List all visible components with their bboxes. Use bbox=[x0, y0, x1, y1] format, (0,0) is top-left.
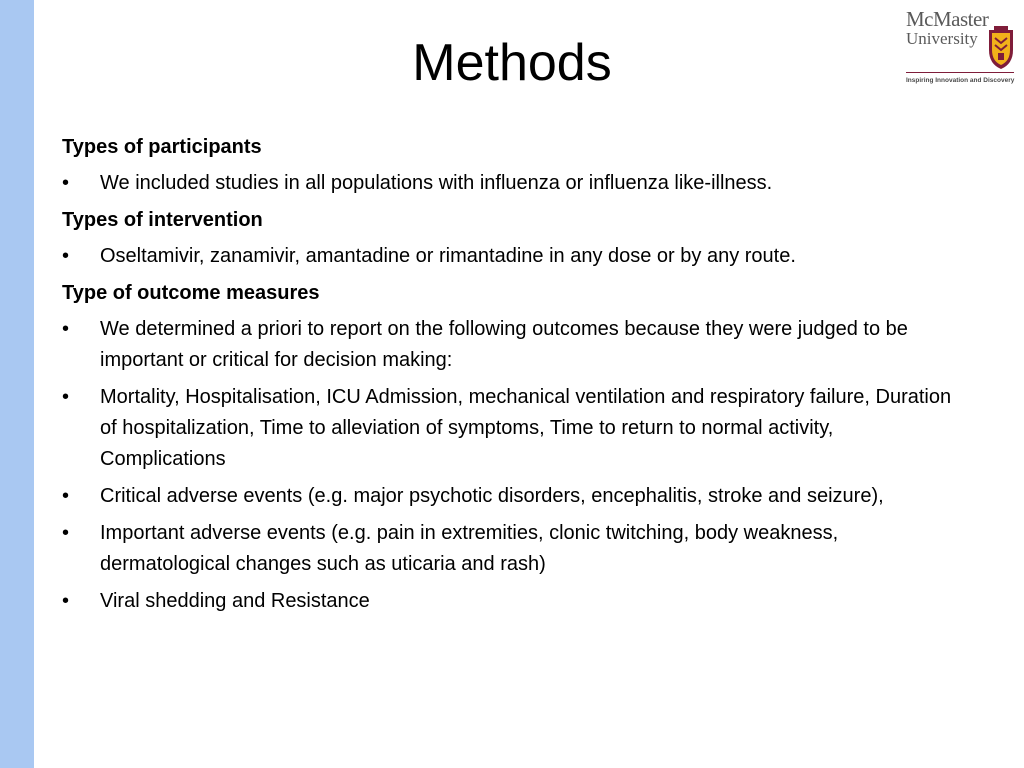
logo-name-line1: McMaster bbox=[906, 7, 989, 31]
logo-divider bbox=[906, 72, 1014, 73]
slide-title: Methods bbox=[412, 34, 612, 92]
logo-tagline: Inspiring Innovation and Discovery bbox=[906, 77, 1015, 84]
bullet-text: We determined a priori to report on the following outcomes because they were judged to be important or critical for decision making: bbox=[100, 318, 908, 371]
bullet-text: Oseltamivir, zanamivir, amantadine or rimantadine in any dose or by any route. bbox=[100, 245, 796, 267]
section-heading: Types of intervention bbox=[62, 209, 263, 231]
bullet-dot-icon: • bbox=[62, 318, 70, 340]
mcmaster-logo bbox=[904, 6, 1016, 88]
bullet-dot-icon: • bbox=[62, 172, 70, 194]
bullet-item bbox=[62, 481, 962, 512]
bullet-item bbox=[62, 518, 962, 580]
bullet-dot-icon: • bbox=[62, 522, 70, 544]
logo-name-line2: University bbox=[906, 29, 978, 48]
slide-body bbox=[62, 132, 962, 623]
bullet-text: Viral shedding and Resistance bbox=[100, 590, 370, 612]
bullet-text: Important adverse events (e.g. pain in extremities, clonic twitching, body weakness, dermatological changes such as uticaria and rash) bbox=[100, 522, 839, 575]
bullet-text: Critical adverse events (e.g. major psychotic disorders, encephalitis, stroke and seizure), bbox=[100, 485, 884, 507]
bullet-dot-icon: • bbox=[62, 386, 70, 408]
bullet-item bbox=[62, 314, 962, 376]
section-heading: Type of outcome measures bbox=[62, 282, 320, 304]
bullet-item bbox=[62, 168, 962, 199]
left-accent-bar bbox=[0, 0, 34, 768]
bullet-text: Mortality, Hospitalisation, ICU Admission, mechanical ventilation and respiratory failure, Duration of hospitalization, Time to alleviation of symptoms, Time to return to normal activity, Complications bbox=[100, 386, 952, 470]
bullet-text: We included studies in all populations with influenza or influenza like-illness. bbox=[100, 172, 773, 194]
bullet-dot-icon: • bbox=[62, 245, 70, 267]
bullet-dot-icon: • bbox=[62, 485, 70, 507]
bullet-item bbox=[62, 382, 962, 475]
bullet-dot-icon: • bbox=[62, 590, 70, 612]
bullet-item bbox=[62, 586, 962, 617]
bullet-item bbox=[62, 241, 962, 272]
section-heading: Types of participants bbox=[62, 136, 262, 158]
crest-icon bbox=[986, 26, 1016, 70]
